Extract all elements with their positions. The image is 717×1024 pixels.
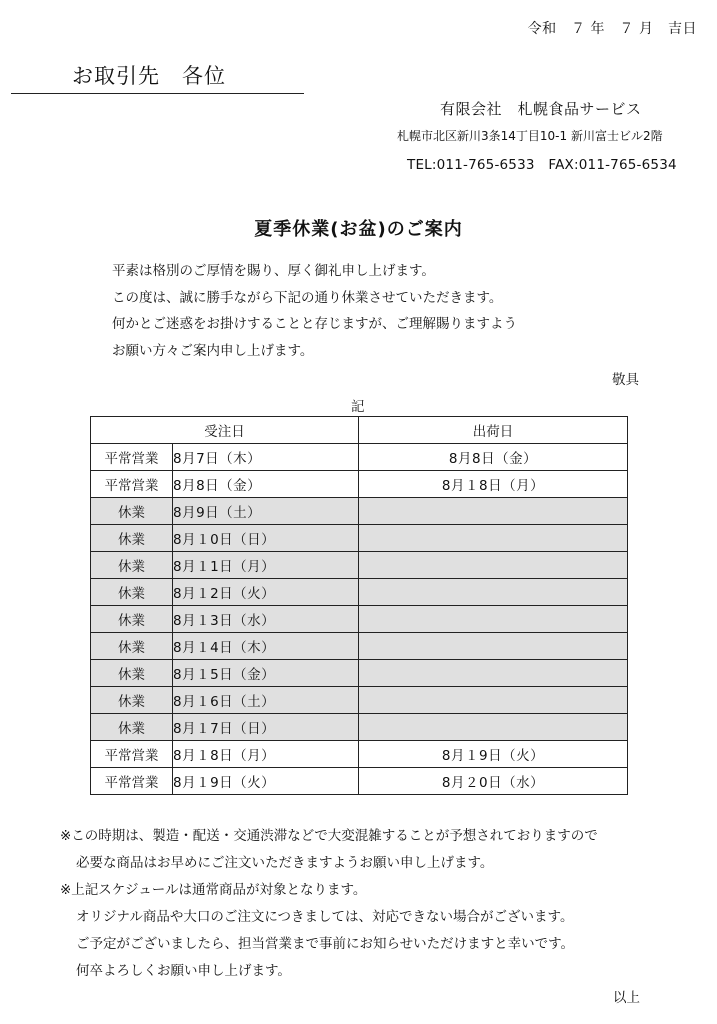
ship-date-cell	[359, 498, 628, 525]
header-order-date: 受注日	[91, 417, 359, 444]
status-cell: 休業	[91, 660, 173, 687]
table-row	[91, 498, 628, 525]
schedule-table	[90, 416, 628, 795]
intro-line: この度は、誠に勝手ながら下記の通り休業させていただきます。	[112, 289, 503, 306]
order-date-cell: 8月１5日（金）	[173, 660, 359, 687]
table-row	[91, 444, 628, 471]
status-cell: 休業	[91, 714, 173, 741]
closing-ijou: 以上	[613, 990, 640, 1006]
note-line: ご予定がございましたら、担当営業まで事前にお知らせいただけますと幸いです。	[76, 936, 575, 952]
order-date-cell: 8月１7日（日）	[173, 714, 359, 741]
ship-date-cell	[359, 714, 628, 741]
status-cell: 休業	[91, 498, 173, 525]
ship-date-cell: 8月１8日（月）	[359, 471, 628, 498]
order-date-cell: 8月１0日（日）	[173, 525, 359, 552]
order-date-cell: 8月7日（木）	[173, 444, 359, 471]
table-row	[91, 741, 628, 768]
document-date: 令和 ７ 年 ７ 月 吉日	[527, 21, 697, 37]
note-line: 必要な商品はお早めにご注文いただきますようお願い申し上げます。	[76, 855, 494, 871]
order-date-cell: 8月１9日（火）	[173, 768, 359, 795]
status-cell: 休業	[91, 525, 173, 552]
company-address: 札幌市北区新川3条14丁目10-1 新川富士ビル2階	[397, 129, 663, 143]
ship-date-cell	[359, 633, 628, 660]
ship-date-cell	[359, 687, 628, 714]
ship-date-cell	[359, 606, 628, 633]
notes-section	[60, 823, 598, 985]
status-cell: 休業	[91, 633, 173, 660]
ship-date-cell: 8月１9日（火）	[359, 741, 628, 768]
company-name: 有限会社 札幌食品サービス	[440, 100, 642, 118]
closing-keigu: 敬具	[612, 372, 639, 388]
table-row	[91, 633, 628, 660]
note-line: オリジナル商品や大口のご注文につきましては、対応できない場合がございます。	[76, 909, 574, 925]
ship-date-cell	[359, 552, 628, 579]
note-line: ※この時期は、製造・配送・交通渋滞などで大変混雑することが予想されておりますので	[60, 828, 598, 844]
document-title: 夏季休業(お盆)のご案内	[254, 219, 463, 240]
table-header-row	[91, 417, 628, 444]
table-row	[91, 552, 628, 579]
status-cell: 平常営業	[91, 741, 173, 768]
table-row	[91, 768, 628, 795]
table-row	[91, 471, 628, 498]
status-cell: 休業	[91, 687, 173, 714]
ship-date-cell: 8月２0日（水）	[359, 768, 628, 795]
table-row	[91, 606, 628, 633]
order-date-cell: 8月１1日（月）	[173, 552, 359, 579]
ship-date-cell	[359, 525, 628, 552]
order-date-cell: 8月１6日（土）	[173, 687, 359, 714]
ship-date-cell: 8月8日（金）	[359, 444, 628, 471]
ki-marker: 記	[351, 399, 365, 415]
order-date-cell: 8月１3日（水）	[173, 606, 359, 633]
table-row	[91, 687, 628, 714]
table-row	[91, 579, 628, 606]
table-row	[91, 525, 628, 552]
intro-line: お願い方々ご案内申し上げます。	[112, 342, 314, 359]
table-row	[91, 660, 628, 687]
status-cell: 休業	[91, 552, 173, 579]
ship-date-cell	[359, 579, 628, 606]
order-date-cell: 8月１4日（木）	[173, 633, 359, 660]
order-date-cell: 8月１2日（火）	[173, 579, 359, 606]
status-cell: 休業	[91, 606, 173, 633]
note-line: 何卒よろしくお願い申し上げます。	[76, 963, 291, 979]
note-line: ※上記スケジュールは通常商品が対象となります。	[60, 882, 367, 898]
recipient-underline	[11, 93, 304, 94]
ship-date-cell	[359, 660, 628, 687]
company-contact: TEL:011-765-6533 FAX:011-765-6534	[407, 157, 677, 173]
header-ship-date: 出荷日	[359, 417, 628, 444]
table-row	[91, 714, 628, 741]
intro-line: 平素は格別のご厚情を賜り、厚く御礼申し上げます。	[112, 263, 435, 279]
order-date-cell: 8月8日（金）	[173, 471, 359, 498]
status-cell: 平常営業	[91, 768, 173, 795]
order-date-cell: 8月１8日（月）	[173, 741, 359, 768]
intro-line: 何かとご迷惑をお掛けすることと存じますが、ご理解賜りますよう	[112, 316, 517, 332]
recipient: お取引先 各位	[72, 64, 226, 88]
order-date-cell: 8月9日（土）	[173, 498, 359, 525]
status-cell: 平常営業	[91, 444, 173, 471]
intro-paragraph	[112, 258, 517, 364]
status-cell: 平常営業	[91, 471, 173, 498]
status-cell: 休業	[91, 579, 173, 606]
